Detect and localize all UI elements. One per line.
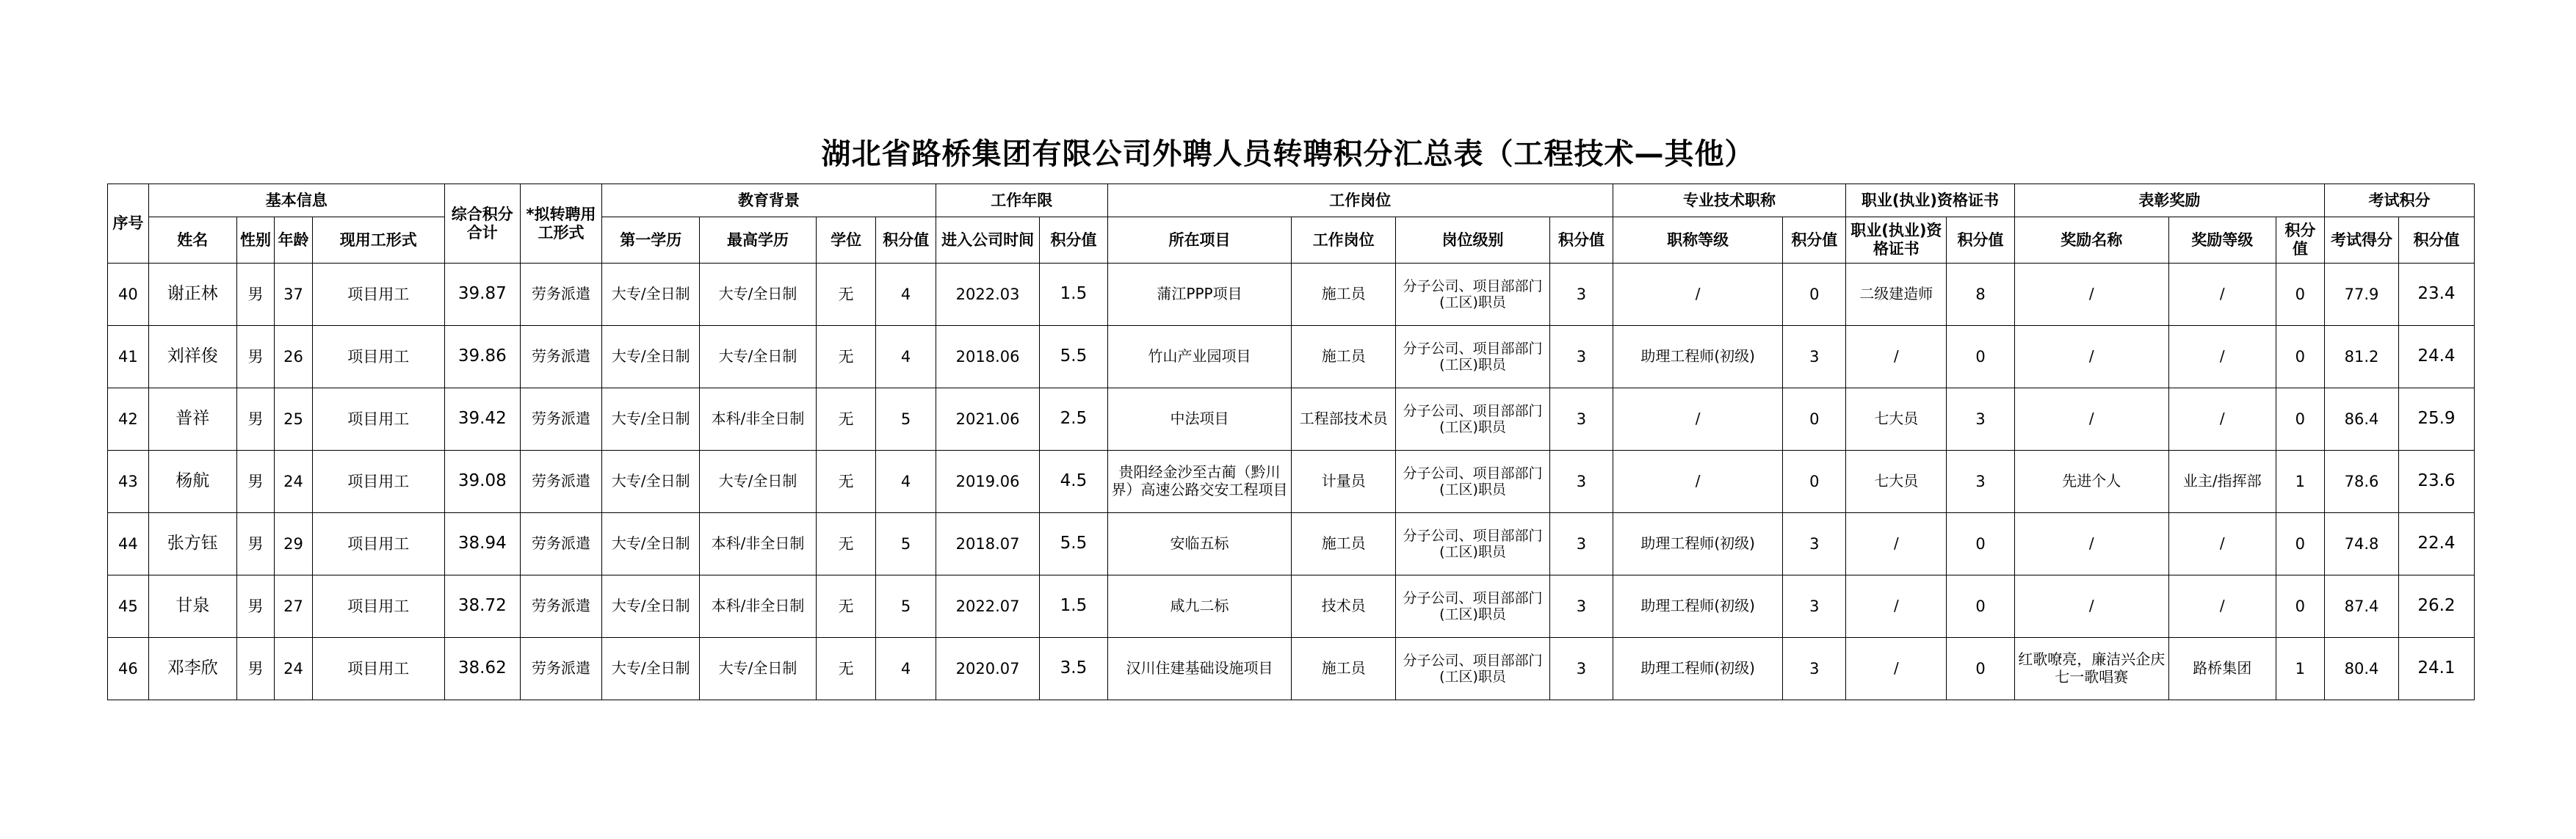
cell-award-level: 业主/指挥部 xyxy=(2168,451,2276,513)
cell-year-score: 4.5 xyxy=(1040,451,1107,513)
cell-plan-employment: 劳务派遣 xyxy=(520,388,602,451)
cell-post-level: 分子公司、项目部部门(工区)职员 xyxy=(1395,451,1549,513)
table-row xyxy=(108,264,2475,326)
cell-entry-date: 2018.06 xyxy=(936,326,1040,388)
cell-award-level: / xyxy=(2168,575,2276,638)
cell-title-score: 3 xyxy=(1783,575,1846,638)
cell-edu-score: 4 xyxy=(876,326,936,388)
cell-degree: 无 xyxy=(816,388,875,451)
cell-award-level: 路桥集团 xyxy=(2168,638,2276,700)
cell-name: 谢正林 xyxy=(148,264,236,326)
cell-title-score: 0 xyxy=(1783,451,1846,513)
header-year-score: 积分值 xyxy=(1040,217,1107,264)
cell-edu-highest: 本科/非全日制 xyxy=(700,388,817,451)
cell-award-level: / xyxy=(2168,326,2276,388)
header-exam-score: 考试得分 xyxy=(2325,217,2399,264)
cell-edu-first: 大专/全日制 xyxy=(602,513,700,575)
cell-title-level: 助理工程师(初级) xyxy=(1613,513,1783,575)
cell-award-score: 1 xyxy=(2276,638,2325,700)
header-current-employment: 现用工形式 xyxy=(312,217,444,264)
cell-plan-employment: 劳务派遣 xyxy=(520,638,602,700)
cell-edu-score: 4 xyxy=(876,451,936,513)
cell-cert-name: 七大员 xyxy=(1846,451,1947,513)
cell-post-score: 3 xyxy=(1550,451,1613,513)
cell-degree: 无 xyxy=(816,575,875,638)
cell-post-level: 分子公司、项目部部门(工区)职员 xyxy=(1395,575,1549,638)
header-edu-first: 第一学历 xyxy=(602,217,700,264)
cell-edu-score: 4 xyxy=(876,264,936,326)
cell-age: 26 xyxy=(275,326,312,388)
cell-edu-first: 大专/全日制 xyxy=(602,388,700,451)
cell-edu-highest: 大专/全日制 xyxy=(700,264,817,326)
cell-seq: 40 xyxy=(108,264,149,326)
cell-name: 普祥 xyxy=(148,388,236,451)
cell-final-score: 25.9 xyxy=(2398,388,2474,451)
cell-age: 27 xyxy=(275,575,312,638)
cell-current-employment: 项目用工 xyxy=(312,264,444,326)
cell-seq: 41 xyxy=(108,326,149,388)
header-seq: 序号 xyxy=(108,184,149,264)
cell-entry-date: 2020.07 xyxy=(936,638,1040,700)
table-row xyxy=(108,513,2475,575)
cell-post-level: 分子公司、项目部部门(工区)职员 xyxy=(1395,264,1549,326)
header-post-level: 岗位级别 xyxy=(1395,217,1549,264)
cell-cert-score: 0 xyxy=(1947,326,2014,388)
cell-award-level: / xyxy=(2168,513,2276,575)
cell-title-level: 助理工程师(初级) xyxy=(1613,638,1783,700)
cell-edu-highest: 大专/全日制 xyxy=(700,638,817,700)
header-award-score: 积分值 xyxy=(2276,217,2325,264)
cell-exam-score: 74.8 xyxy=(2325,513,2399,575)
header-group-exam: 考试积分 xyxy=(2325,184,2475,217)
header-edu-highest: 最高学历 xyxy=(700,217,817,264)
cell-post-score: 3 xyxy=(1550,326,1613,388)
header-group-education: 教育背景 xyxy=(602,184,936,217)
cell-award-level: / xyxy=(2168,264,2276,326)
cell-exam-score: 86.4 xyxy=(2325,388,2399,451)
cell-project: 贵阳经金沙至古蔺（黔川界）高速公路交安工程项目 xyxy=(1107,451,1292,513)
cell-cert-name: / xyxy=(1846,326,1947,388)
cell-cert-score: 8 xyxy=(1947,264,2014,326)
cell-year-score: 1.5 xyxy=(1040,264,1107,326)
header-group-work-years: 工作年限 xyxy=(936,184,1107,217)
header-project: 所在项目 xyxy=(1107,217,1292,264)
cell-award-score: 0 xyxy=(2276,264,2325,326)
table-body xyxy=(108,264,2475,700)
cell-award-score: 0 xyxy=(2276,575,2325,638)
cell-total-score: 38.72 xyxy=(444,575,520,638)
cell-post: 施工员 xyxy=(1292,326,1396,388)
cell-award-name: 先进个人 xyxy=(2014,451,2168,513)
cell-total-score: 39.86 xyxy=(444,326,520,388)
table-header-group-row xyxy=(108,184,2475,217)
cell-project: 蒲江PPP项目 xyxy=(1107,264,1292,326)
cell-entry-date: 2019.06 xyxy=(936,451,1040,513)
cell-current-employment: 项目用工 xyxy=(312,388,444,451)
cell-cert-name: / xyxy=(1846,638,1947,700)
cell-exam-score: 81.2 xyxy=(2325,326,2399,388)
cell-post-level: 分子公司、项目部部门(工区)职员 xyxy=(1395,638,1549,700)
cell-award-name: / xyxy=(2014,575,2168,638)
cell-edu-first: 大专/全日制 xyxy=(602,326,700,388)
header-sex: 性别 xyxy=(236,217,274,264)
cell-post-score: 3 xyxy=(1550,388,1613,451)
cell-post-score: 3 xyxy=(1550,513,1613,575)
cell-year-score: 1.5 xyxy=(1040,575,1107,638)
header-cert-score: 积分值 xyxy=(1947,217,2014,264)
cell-edu-highest: 大专/全日制 xyxy=(700,451,817,513)
header-name: 姓名 xyxy=(148,217,236,264)
cell-post: 技术员 xyxy=(1292,575,1396,638)
table-row xyxy=(108,451,2475,513)
cell-post: 施工员 xyxy=(1292,264,1396,326)
cell-cert-score: 0 xyxy=(1947,638,2014,700)
score-table-container xyxy=(107,184,2475,700)
table-row xyxy=(108,575,2475,638)
cell-title-level: / xyxy=(1613,388,1783,451)
cell-sex: 男 xyxy=(236,513,274,575)
cell-seq: 43 xyxy=(108,451,149,513)
cell-seq: 44 xyxy=(108,513,149,575)
cell-sex: 男 xyxy=(236,575,274,638)
cell-entry-date: 2022.07 xyxy=(936,575,1040,638)
cell-award-name: / xyxy=(2014,264,2168,326)
cell-age: 24 xyxy=(275,638,312,700)
cell-final-score: 23.6 xyxy=(2398,451,2474,513)
cell-degree: 无 xyxy=(816,451,875,513)
table-row xyxy=(108,388,2475,451)
cell-award-name: / xyxy=(2014,388,2168,451)
cell-cert-score: 0 xyxy=(1947,513,2014,575)
cell-degree: 无 xyxy=(816,326,875,388)
cell-cert-score: 0 xyxy=(1947,575,2014,638)
cell-current-employment: 项目用工 xyxy=(312,575,444,638)
cell-total-score: 39.08 xyxy=(444,451,520,513)
cell-name: 刘祥俊 xyxy=(148,326,236,388)
cell-edu-first: 大专/全日制 xyxy=(602,264,700,326)
cell-current-employment: 项目用工 xyxy=(312,638,444,700)
cell-award-score: 1 xyxy=(2276,451,2325,513)
cell-award-name: / xyxy=(2014,513,2168,575)
cell-cert-score: 3 xyxy=(1947,451,2014,513)
cell-year-score: 2.5 xyxy=(1040,388,1107,451)
cell-post: 施工员 xyxy=(1292,513,1396,575)
cell-plan-employment: 劳务派遣 xyxy=(520,575,602,638)
header-final-score: 积分值 xyxy=(2398,217,2474,264)
cell-title-score: 3 xyxy=(1783,326,1846,388)
cell-entry-date: 2022.03 xyxy=(936,264,1040,326)
cell-degree: 无 xyxy=(816,513,875,575)
cell-year-score: 5.5 xyxy=(1040,513,1107,575)
cell-award-name: 红歌嘹亮，廉洁兴企庆七一歌唱赛 xyxy=(2014,638,2168,700)
cell-name: 甘泉 xyxy=(148,575,236,638)
cell-title-level: / xyxy=(1613,264,1783,326)
cell-current-employment: 项目用工 xyxy=(312,451,444,513)
cell-title-score: 3 xyxy=(1783,638,1846,700)
cell-total-score: 39.42 xyxy=(444,388,520,451)
cell-final-score: 26.2 xyxy=(2398,575,2474,638)
cell-award-score: 0 xyxy=(2276,388,2325,451)
cell-cert-score: 3 xyxy=(1947,388,2014,451)
cell-current-employment: 项目用工 xyxy=(312,513,444,575)
cell-exam-score: 87.4 xyxy=(2325,575,2399,638)
header-group-title: 专业技术职称 xyxy=(1613,184,1845,217)
cell-award-level: / xyxy=(2168,388,2276,451)
header-group-cert: 职业(执业)资格证书 xyxy=(1846,184,2014,217)
cell-post-score: 3 xyxy=(1550,264,1613,326)
cell-sex: 男 xyxy=(236,264,274,326)
cell-final-score: 22.4 xyxy=(2398,513,2474,575)
cell-cert-name: / xyxy=(1846,513,1947,575)
cell-entry-date: 2021.06 xyxy=(936,388,1040,451)
header-edu-score: 积分值 xyxy=(876,217,936,264)
cell-plan-employment: 劳务派遣 xyxy=(520,326,602,388)
cell-seq: 46 xyxy=(108,638,149,700)
cell-total-score: 38.62 xyxy=(444,638,520,700)
cell-total-score: 39.87 xyxy=(444,264,520,326)
cell-age: 29 xyxy=(275,513,312,575)
cell-degree: 无 xyxy=(816,638,875,700)
header-cert-name: 职业(执业)资格证书 xyxy=(1846,217,1947,264)
cell-plan-employment: 劳务派遣 xyxy=(520,513,602,575)
cell-degree: 无 xyxy=(816,264,875,326)
cell-seq: 42 xyxy=(108,388,149,451)
cell-plan-employment: 劳务派遣 xyxy=(520,451,602,513)
cell-post-score: 3 xyxy=(1550,638,1613,700)
cell-edu-first: 大专/全日制 xyxy=(602,575,700,638)
cell-post: 工程部技术员 xyxy=(1292,388,1396,451)
header-age: 年龄 xyxy=(275,217,312,264)
cell-plan-employment: 劳务派遣 xyxy=(520,264,602,326)
cell-edu-score: 5 xyxy=(876,388,936,451)
cell-cert-name: 七大员 xyxy=(1846,388,1947,451)
cell-final-score: 24.1 xyxy=(2398,638,2474,700)
cell-cert-name: 二级建造师 xyxy=(1846,264,1947,326)
cell-age: 24 xyxy=(275,451,312,513)
header-group-basic: 基本信息 xyxy=(148,184,444,217)
cell-current-employment: 项目用工 xyxy=(312,326,444,388)
cell-edu-first: 大专/全日制 xyxy=(602,638,700,700)
cell-edu-highest: 本科/非全日制 xyxy=(700,513,817,575)
cell-title-level: 助理工程师(初级) xyxy=(1613,575,1783,638)
cell-exam-score: 77.9 xyxy=(2325,264,2399,326)
cell-sex: 男 xyxy=(236,451,274,513)
header-title-score: 积分值 xyxy=(1783,217,1846,264)
cell-age: 25 xyxy=(275,388,312,451)
cell-name: 邓李欣 xyxy=(148,638,236,700)
cell-age: 37 xyxy=(275,264,312,326)
cell-total-score: 38.94 xyxy=(444,513,520,575)
cell-post: 计量员 xyxy=(1292,451,1396,513)
cell-edu-first: 大专/全日制 xyxy=(602,451,700,513)
cell-sex: 男 xyxy=(236,326,274,388)
cell-title-level: / xyxy=(1613,451,1783,513)
cell-project: 竹山产业园项目 xyxy=(1107,326,1292,388)
cell-exam-score: 80.4 xyxy=(2325,638,2399,700)
cell-seq: 45 xyxy=(108,575,149,638)
cell-final-score: 23.4 xyxy=(2398,264,2474,326)
cell-edu-score: 5 xyxy=(876,575,936,638)
score-summary-table xyxy=(107,184,2475,700)
header-group-award: 表彰奖励 xyxy=(2014,184,2324,217)
cell-project: 中法项目 xyxy=(1107,388,1292,451)
cell-edu-score: 5 xyxy=(876,513,936,575)
header-group-work-post: 工作岗位 xyxy=(1107,184,1613,217)
cell-final-score: 24.4 xyxy=(2398,326,2474,388)
page-title: 湖北省路桥集团有限公司外聘人员转聘积分汇总表（工程技术—其他） xyxy=(821,137,1755,171)
cell-name: 杨航 xyxy=(148,451,236,513)
header-entry-date: 进入公司时间 xyxy=(936,217,1040,264)
cell-edu-score: 4 xyxy=(876,638,936,700)
cell-title-score: 0 xyxy=(1783,388,1846,451)
cell-title-level: 助理工程师(初级) xyxy=(1613,326,1783,388)
cell-post-level: 分子公司、项目部部门(工区)职员 xyxy=(1395,513,1549,575)
header-total-score: 综合积分合计 xyxy=(444,184,520,264)
cell-post-level: 分子公司、项目部部门(工区)职员 xyxy=(1395,326,1549,388)
cell-name: 张方钰 xyxy=(148,513,236,575)
cell-award-score: 0 xyxy=(2276,513,2325,575)
cell-post-score: 3 xyxy=(1550,575,1613,638)
table-row xyxy=(108,638,2475,700)
header-award-level: 奖励等级 xyxy=(2168,217,2276,264)
cell-year-score: 3.5 xyxy=(1040,638,1107,700)
cell-title-score: 0 xyxy=(1783,264,1846,326)
header-plan-employment: *拟转聘用工形式 xyxy=(520,184,602,264)
header-title-level: 职称等级 xyxy=(1613,217,1783,264)
header-post: 工作岗位 xyxy=(1292,217,1396,264)
cell-title-score: 3 xyxy=(1783,513,1846,575)
cell-sex: 男 xyxy=(236,388,274,451)
header-post-score: 积分值 xyxy=(1550,217,1613,264)
cell-award-name: / xyxy=(2014,326,2168,388)
cell-project: 安临五标 xyxy=(1107,513,1292,575)
table-row xyxy=(108,326,2475,388)
cell-project: 咸九二标 xyxy=(1107,575,1292,638)
cell-sex: 男 xyxy=(236,638,274,700)
cell-entry-date: 2018.07 xyxy=(936,513,1040,575)
cell-cert-name: / xyxy=(1846,575,1947,638)
header-degree: 学位 xyxy=(816,217,875,264)
cell-year-score: 5.5 xyxy=(1040,326,1107,388)
cell-award-score: 0 xyxy=(2276,326,2325,388)
cell-project: 汉川住建基础设施项目 xyxy=(1107,638,1292,700)
cell-edu-highest: 大专/全日制 xyxy=(700,326,817,388)
cell-edu-highest: 本科/非全日制 xyxy=(700,575,817,638)
cell-post: 施工员 xyxy=(1292,638,1396,700)
cell-post-level: 分子公司、项目部部门(工区)职员 xyxy=(1395,388,1549,451)
header-award-name: 奖励名称 xyxy=(2014,217,2168,264)
cell-exam-score: 78.6 xyxy=(2325,451,2399,513)
